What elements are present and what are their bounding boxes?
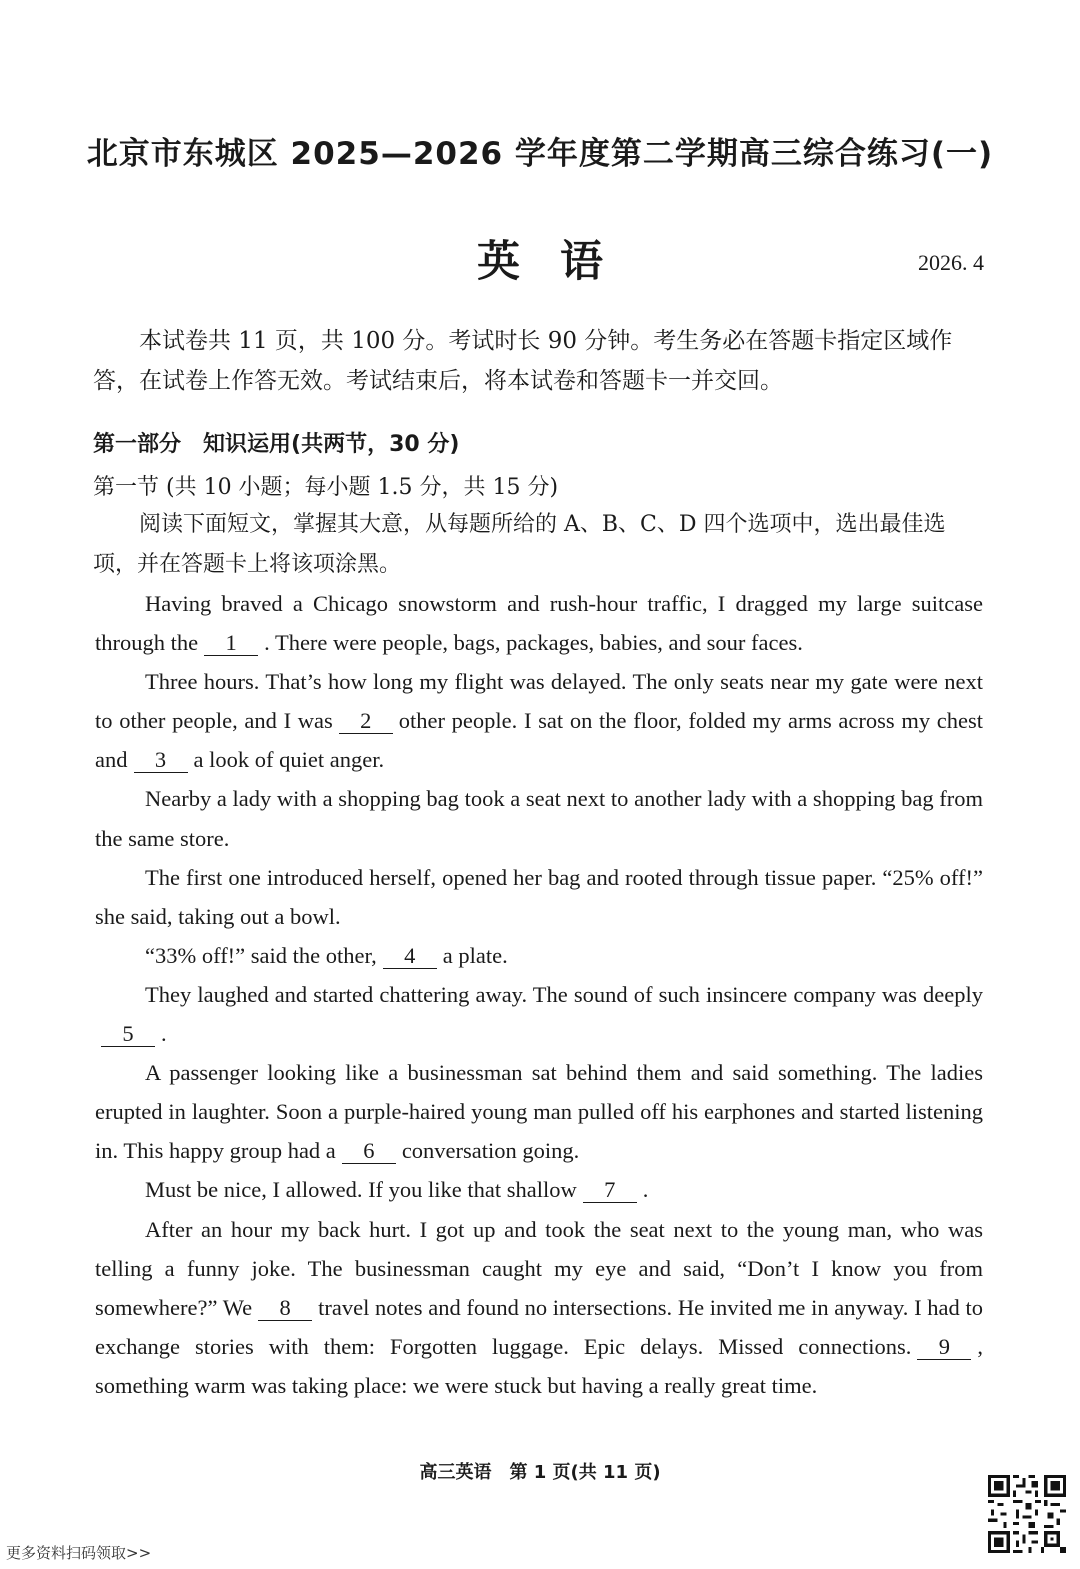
part-heading	[93, 427, 459, 458]
passage-paragraph: Nearby a lady with a shopping bag took a seat next to another lady with a shopping bag from the same store.	[95, 786, 983, 851]
blank-8: 8	[258, 1296, 312, 1321]
more-info-link[interactable]: 更多资料扫码领取>>	[6, 1544, 152, 1562]
part-label: 第一部分	[93, 432, 182, 457]
exam-date: 2026. 4	[918, 250, 984, 275]
blank-5: 5	[101, 1022, 155, 1047]
passage-text: Three hours. That’s how long my flight was delayed. The only seats near my gate were next to other people, and I was	[95, 669, 983, 734]
passage-text: They laughed and started chattering away. The sound of such insincere company was deeply	[145, 981, 983, 1007]
passage-text: a plate.	[442, 942, 508, 968]
passage-text: .	[642, 1177, 649, 1203]
part-title: 知识运用(共两节，30 分)	[203, 432, 460, 457]
passage-paragraph	[95, 1053, 983, 1170]
section-directions: 阅读下面短文，掌握其大意，从每题所给的 A、B、C、D 四个选项中，选出最佳选项，并在答题卡上将该项涂黑。	[93, 512, 946, 577]
passage-paragraph	[95, 936, 983, 975]
passage-text: travel notes and found no intersections. He invited me in anyway. I had to exchange stories with them: Forgotten luggage. Epic delays. Missed connections.	[95, 1294, 983, 1359]
passage-text: Having braved a Chicago snowstorm and rush-hour traffic, I dragged my large suitcase through the	[95, 591, 983, 656]
cloze-passage	[95, 584, 983, 1405]
blank-6: 6	[342, 1139, 396, 1164]
passage-text: . There were people, bags, packages, babies, and sour faces.	[264, 630, 803, 656]
passage-text: .	[161, 1021, 167, 1047]
passage-paragraph	[95, 1170, 983, 1209]
passage-text: conversation going.	[401, 1138, 580, 1164]
passage-text: “33% off!” said the other,	[145, 942, 377, 968]
passage-text: other people. I sat on the floor, folded my arms across my chest and	[95, 708, 983, 773]
blank-3: 3	[134, 748, 188, 773]
passage-paragraph	[95, 1210, 983, 1405]
passage-text: , something warm was taking place: we were stuck but having a really great time.	[95, 1333, 983, 1398]
section-heading: 第一节 (共 10 小题；每小题 1.5 分，共 15 分)	[93, 475, 559, 500]
passage-paragraph: The first one introduced herself, opened her bag and rooted through tissue paper. “25% off!” she said, taking out a bowl.	[95, 864, 983, 929]
blank-4: 4	[383, 944, 437, 969]
qr-code-icon[interactable]	[988, 1475, 1066, 1553]
passage-text: After an hour my back hurt. I got up and took the seat next to the young man, who was telling a funny joke. The businessman caught my eye and said, “Don’t I know you from somewhere?” We	[95, 1216, 983, 1320]
blank-9: 9	[917, 1335, 971, 1360]
exam-title: 北京市东城区 2025—2026 学年度第二学期高三综合练习(一)	[86, 136, 994, 172]
blank-7: 7	[583, 1178, 637, 1203]
passage-paragraph	[95, 975, 983, 1053]
passage-paragraph	[95, 584, 983, 662]
passage-text: A passenger looking like a businessman sat behind them and said something. The ladies erupted in laughter. Soon a purple-haired young man pulled off his earphones and started listening in. This happy group had a	[95, 1060, 983, 1164]
blank-2: 2	[339, 709, 393, 734]
exam-instructions: 本试卷共 11 页，共 100 分。考试时长 90 分钟。考生务必在答题卡指定区域作答，在试卷上作答无效。考试结束后，将本试卷和答题卡一并交回。	[93, 328, 953, 394]
blank-1: 1	[204, 631, 258, 656]
page-footer: 高三英语 第 1 页(共 11 页)	[419, 1462, 661, 1483]
passage-text: Must be nice, I allowed. If you like that shallow	[145, 1177, 577, 1203]
passage-paragraph	[95, 662, 983, 779]
subject-title: 英语	[477, 237, 643, 287]
passage-text: a look of quiet anger.	[193, 747, 385, 773]
